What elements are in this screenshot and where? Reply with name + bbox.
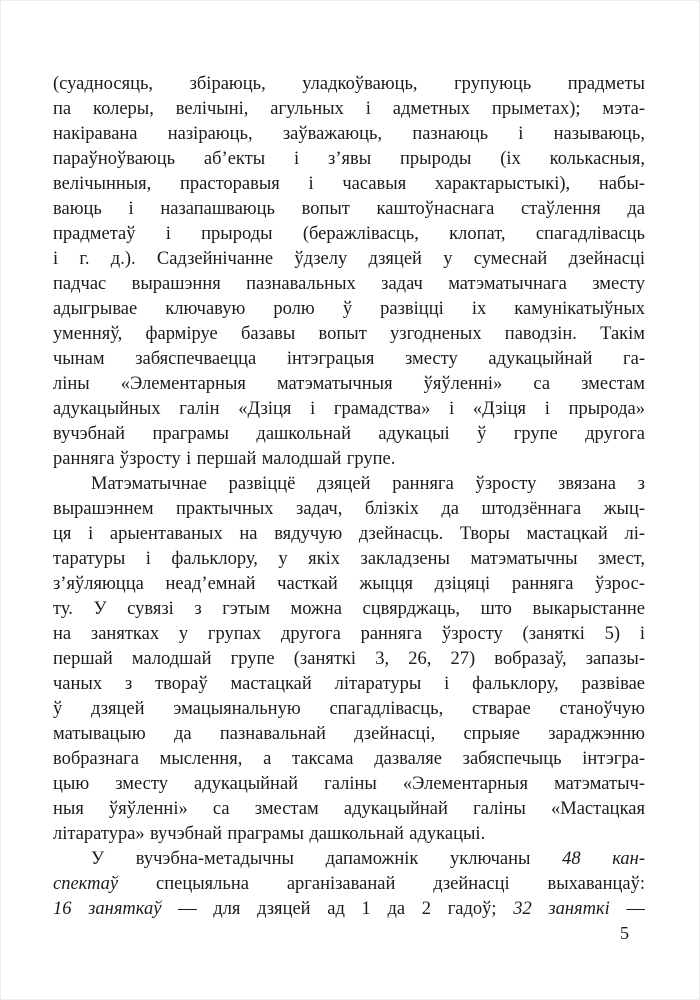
text-line — [53, 222, 645, 247]
text-line — [53, 572, 645, 597]
text-segment: вучэбнай праграмы дашкольнай адукацыі ў групе другога — [53, 424, 645, 444]
text-segment: ту. У сувязі з гэтым можна сцвярджаць, што выкарыстанне — [53, 599, 645, 619]
text-line — [53, 622, 645, 647]
text-segment: — — [609, 899, 645, 919]
text-segment: уменняў, фарміруе базавы вопыт узгодненых паводзін. Такім — [53, 324, 645, 344]
text-line — [53, 172, 645, 197]
text-segment: ваюць і назапашваюць вопыт каштоўнаснага стаўлення да — [53, 199, 645, 219]
text-segment: ліны «Элементарныя матэматычныя ўяўленні» са зместам — [53, 374, 645, 394]
text-segment: параўноўваюць аб’екты і з’явы прыроды (іх колькасныя, — [53, 149, 645, 169]
text-line — [53, 497, 645, 522]
text-line — [53, 597, 645, 622]
text-line — [53, 847, 645, 872]
text-line — [53, 97, 645, 122]
text-segment: чаных з твораў мастацкай літаратуры і фальклору, развівае — [53, 674, 645, 694]
italic-text-segment: 16 заняткаў — [53, 899, 162, 919]
paragraph — [53, 72, 645, 472]
text-segment: ў дзяцей эмацыянальную спагадлівасць, стварае станоўчую — [53, 699, 645, 719]
text-line — [53, 547, 645, 572]
text-segment: на занятках у групах другога ранняга ўзросту (заняткі 5) і — [53, 624, 645, 644]
page-number: 5 — [620, 923, 629, 943]
text-segment: прадметаў і прыроды (беражлівасць, клопат, спагадлівасць — [53, 224, 645, 244]
text-segment: па колеры, велічыні, агульных і адметных прыметах); мэта- — [53, 99, 645, 119]
text-segment: падчас вырашэння пазнавальных задач матэматычнага зместу — [53, 274, 645, 294]
text-segment: таратуры і фальклору, у якіх закладзены матэматычны змест, — [53, 549, 645, 569]
text-line — [53, 147, 645, 172]
text-segment: матывацыю да пазнавальнай дзейнасці, спрыяе зараджэнню — [53, 724, 645, 744]
text-line — [53, 397, 645, 422]
text-segment: спецыяльна арганізаванай дзейнасці выхаванцаў: — [118, 874, 645, 894]
text-line — [53, 797, 645, 822]
text-line — [53, 822, 645, 847]
paragraph — [53, 472, 645, 847]
text-line — [53, 122, 645, 147]
text-line — [53, 897, 645, 922]
text-line — [53, 447, 645, 472]
text-segment: і г. д.). Садзейнічанне ўдзелу дзяцей у сумеснай дзейнасці — [53, 249, 645, 269]
text-segment: адукацыйных галін «Дзіця і грамадства» і «Дзіця і прырода» — [53, 399, 645, 419]
text-segment: цыю зместу адукацыйнай галіны «Элементарныя матэматыч- — [53, 774, 645, 794]
text-line — [53, 247, 645, 272]
text-segment: (суадносяць, збіраюць, уладкоўваюць, групуюць прадметы — [53, 74, 645, 94]
text-segment: літаратура» вучэбнай праграмы дашкольнай адукацыі. — [53, 824, 486, 844]
text-segment: — для дзяцей ад 1 да 2 гадоў; — [161, 899, 514, 919]
text-segment: вобразнага мыслення, а таксама дазваляе забяспечыць інтэгра- — [53, 749, 645, 769]
text-line — [53, 472, 645, 497]
text-segment: з’яўляюцца неад’емнай часткай жыцця дзіцяці ранняга ўзрос- — [53, 574, 645, 594]
text-segment: ранняга ўзросту і першай малодшай групе. — [53, 449, 396, 469]
text-line — [53, 322, 645, 347]
text-segment: ця і арыентаваных на вядучую дзейнасць. Творы мастацкай лі- — [53, 524, 645, 544]
text-line — [53, 647, 645, 672]
text-line — [53, 272, 645, 297]
page-number-row — [53, 921, 645, 946]
text-line — [53, 697, 645, 722]
text-segment: ныя ўяўленні» са зместам адукацыйнай галіны «Мастацкая — [53, 799, 645, 819]
italic-text-segment: спектаў — [53, 874, 119, 894]
text-segment: чынам забяспечваецца інтэграцыя зместу адукацыйнай га- — [53, 349, 645, 369]
text-line — [53, 72, 645, 97]
text-line — [53, 522, 645, 547]
text-segment: вырашэннем практычных задач, блізкіх да штодзённага жыц- — [53, 499, 645, 519]
text-line — [53, 197, 645, 222]
text-segment: У вучэбна-метадычны дапаможнік уключаны — [91, 849, 563, 869]
text-line — [53, 422, 645, 447]
text-line — [53, 872, 645, 897]
text-block — [53, 72, 645, 922]
text-segment: велічынныя, прасторавыя і часавыя характарыстыкі), набы- — [53, 174, 645, 194]
text-line — [53, 772, 645, 797]
text-line — [53, 347, 645, 372]
italic-text-segment: 32 заняткі — [513, 899, 610, 919]
text-segment: першай малодшай групе (заняткі 3, 26, 27) вобразаў, запазы- — [53, 649, 645, 669]
paragraph — [53, 847, 645, 922]
italic-text-segment: 48 кан- — [562, 849, 645, 869]
text-line — [53, 372, 645, 397]
text-line — [53, 672, 645, 697]
text-line — [53, 747, 645, 772]
text-segment: адыгрывае ключавую ролю ў развіцці іх камунікатыўных — [53, 299, 645, 319]
text-segment: накіравана назіраюць, заўважаюць, пазнаюць і называюць, — [53, 124, 645, 144]
text-segment: Матэматычнае развіццё дзяцей ранняга ўзросту звязана з — [91, 474, 645, 494]
text-line — [53, 297, 645, 322]
text-line — [53, 722, 645, 747]
